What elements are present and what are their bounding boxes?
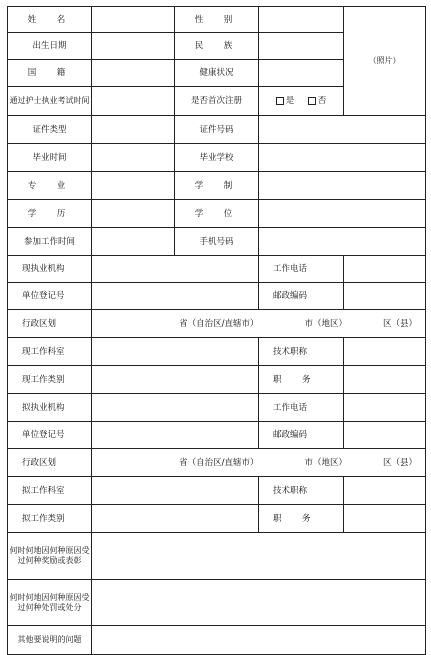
current-province-label: 省（自治区/直辖市）: [179, 318, 259, 329]
planned-region-field[interactable]: [92, 449, 426, 477]
other-notes-label: 其他要说明的问题: [8, 626, 92, 655]
id-type-field[interactable]: [92, 116, 175, 144]
punishment-field[interactable]: [92, 580, 426, 626]
work-start-label: 参加工作时间: [8, 228, 92, 256]
planned-dept-label: 拟工作科室: [8, 477, 92, 505]
education-label: 学 历: [8, 200, 92, 228]
awards-field[interactable]: [92, 533, 426, 580]
first-registration-label: 是否首次注册: [175, 87, 259, 116]
current-city-label: 市（地区）: [304, 318, 347, 329]
planned-postcode-field[interactable]: [344, 422, 426, 449]
grad-time-label: 毕业时间: [8, 144, 92, 172]
gender-field[interactable]: [259, 7, 344, 33]
ethnicity-field[interactable]: [259, 33, 344, 60]
ethnicity-label: 民 族: [175, 33, 259, 60]
current-tech-title-label: 技术职称: [259, 338, 344, 366]
birth-label: 出生日期: [8, 33, 92, 60]
other-notes-field[interactable]: [92, 626, 426, 655]
gender-label: 性 别: [175, 7, 259, 33]
mobile-label: 手机号码: [175, 228, 259, 256]
degree-field[interactable]: [259, 200, 426, 228]
no-checkbox[interactable]: [308, 97, 316, 105]
planned-tech-title-field[interactable]: [344, 477, 426, 505]
current-work-phone-field[interactable]: [344, 256, 426, 283]
current-position-field[interactable]: [344, 366, 426, 394]
planned-dept-field[interactable]: [92, 477, 259, 505]
exam-time-label: 通过护士执业考试时间: [8, 87, 92, 116]
planned-region-label: 行政区划: [8, 449, 92, 477]
no-label: 否: [317, 96, 327, 106]
planned-unit-reg-label: 单位登记号: [8, 422, 92, 449]
planned-province-label: 省（自治区/直辖市）: [179, 457, 259, 468]
current-postcode-label: 邮政编码: [259, 283, 344, 310]
punishment-label: 何时何地因何种原因受过何种处罚或处分: [8, 580, 92, 626]
major-label: 专 业: [8, 172, 92, 200]
current-org-field[interactable]: [92, 256, 259, 283]
health-label: 健康状况: [175, 60, 259, 87]
id-type-label: 证件类型: [8, 116, 92, 144]
current-county-label: 区（县）: [382, 318, 417, 329]
current-unit-reg-field[interactable]: [92, 283, 259, 310]
planned-org-label: 拟执业机构: [8, 394, 92, 422]
name-field[interactable]: [92, 7, 175, 33]
planned-county-label: 区（县）: [382, 457, 417, 468]
duration-field[interactable]: [259, 172, 426, 200]
first-registration-options: [259, 87, 344, 116]
work-start-field[interactable]: [92, 228, 175, 256]
mobile-field[interactable]: [259, 228, 426, 256]
awards-label: 何时何地因何种原因受过何种奖励或表彰: [8, 533, 92, 580]
current-work-phone-label: 工作电话: [259, 256, 344, 283]
major-field[interactable]: [92, 172, 175, 200]
name-label: 姓 名: [8, 7, 92, 33]
birth-field[interactable]: [92, 33, 175, 60]
photo-area[interactable]: （照片）: [344, 7, 426, 116]
grad-school-field[interactable]: [259, 144, 426, 172]
planned-city-label: 市（地区）: [304, 457, 347, 468]
current-org-label: 现执业机构: [8, 256, 92, 283]
planned-org-field[interactable]: [92, 394, 259, 422]
degree-label: 学 位: [175, 200, 259, 228]
planned-type-field[interactable]: [92, 505, 259, 533]
yes-checkbox[interactable]: [276, 97, 284, 105]
current-region-field[interactable]: [92, 310, 426, 338]
planned-postcode-label: 邮政编码: [259, 422, 344, 449]
id-number-label: 证件号码: [175, 116, 259, 144]
current-position-label: 职 务: [259, 366, 344, 394]
planned-work-phone-label: 工作电话: [259, 394, 344, 422]
id-number-field[interactable]: [259, 116, 426, 144]
current-dept-label: 现工作科室: [8, 338, 92, 366]
health-field[interactable]: [259, 60, 344, 87]
education-field[interactable]: [92, 200, 175, 228]
current-type-field[interactable]: [92, 366, 259, 394]
planned-position-field[interactable]: [344, 505, 426, 533]
exam-time-field[interactable]: [92, 87, 175, 116]
planned-tech-title-label: 技术职称: [259, 477, 344, 505]
current-region-label: 行政区划: [8, 310, 92, 338]
current-unit-reg-label: 单位登记号: [8, 283, 92, 310]
current-postcode-field[interactable]: [344, 283, 426, 310]
registration-form-table: [7, 6, 426, 655]
yes-label: 是: [285, 96, 295, 106]
planned-type-label: 拟工作类别: [8, 505, 92, 533]
current-type-label: 现工作类别: [8, 366, 92, 394]
planned-unit-reg-field[interactable]: [92, 422, 259, 449]
current-dept-field[interactable]: [92, 338, 259, 366]
nationality-field[interactable]: [92, 60, 175, 87]
grad-school-label: 毕业学校: [175, 144, 259, 172]
grad-time-field[interactable]: [92, 144, 175, 172]
planned-work-phone-field[interactable]: [344, 394, 426, 422]
duration-label: 学 制: [175, 172, 259, 200]
current-tech-title-field[interactable]: [344, 338, 426, 366]
planned-position-label: 职 务: [259, 505, 344, 533]
nationality-label: 国 籍: [8, 60, 92, 87]
